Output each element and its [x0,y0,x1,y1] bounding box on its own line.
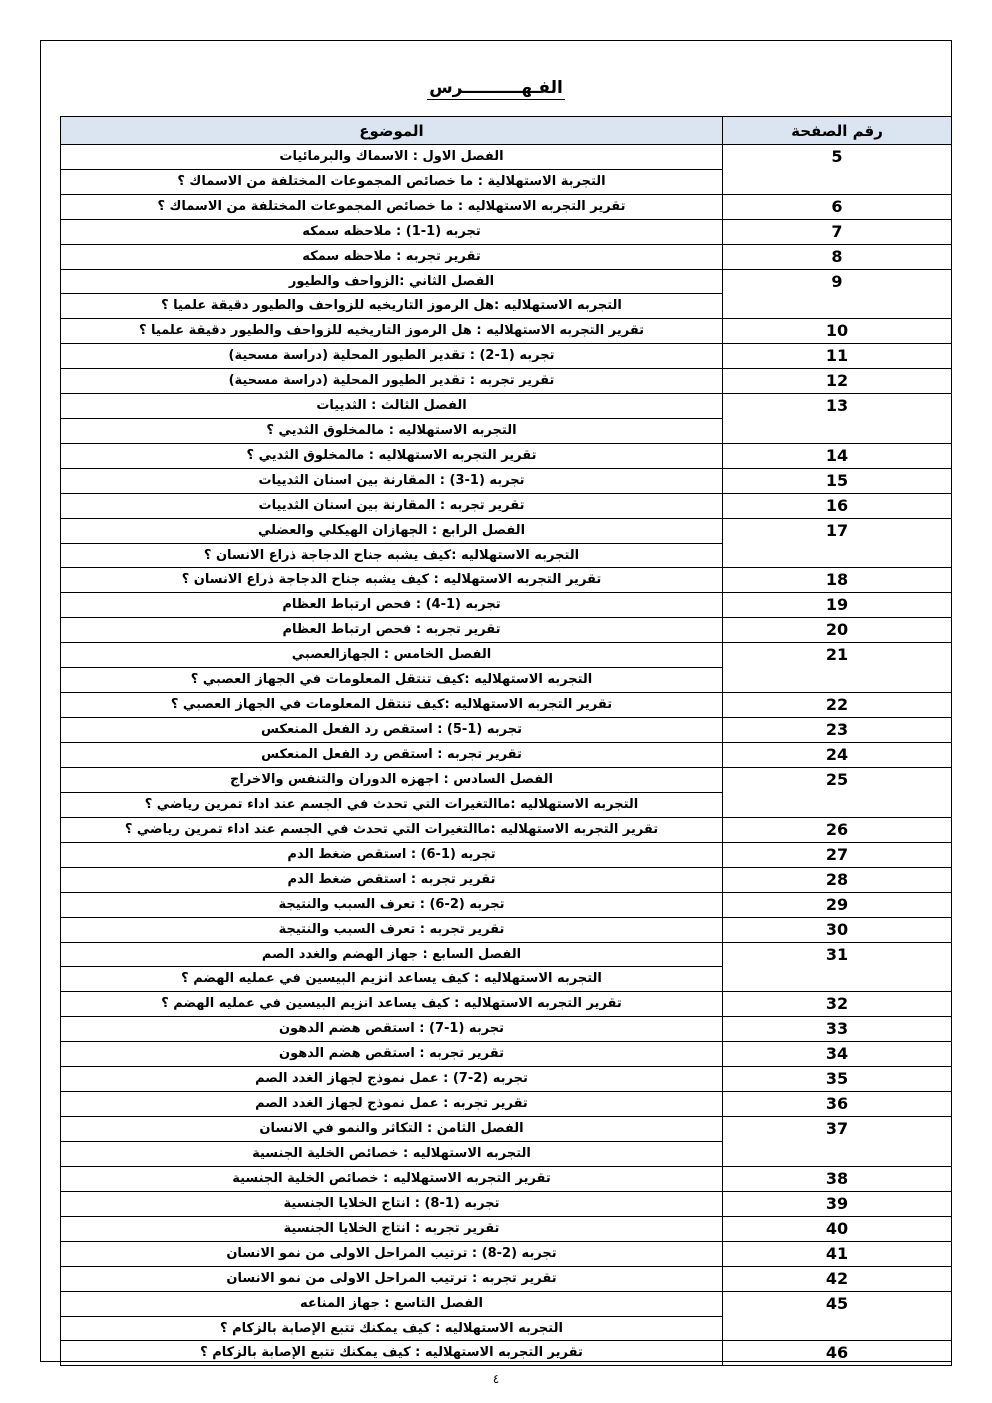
toc-entry-title: تجربه (1-5) : استقص رد الفعل المنعكس [261,721,522,737]
toc-entry-title: تجربه (1-3) : المقارنة بين اسنان الثدييات [258,472,525,488]
toc-page-number: 36 [723,1092,952,1117]
toc-entry-title: تجربه (2-8) : ترتيب المراحل الاولى من نمو الانسان [226,1245,557,1261]
toc-entry-title: تقرير التجربه الاستهلاليه : كيف يمكنك تتبع الإصابة بالزكام ؟ [200,1345,583,1361]
toc-entry-subtitle: التجربه الاستهلاليه : مالمخلوق الثديي ؟ [61,418,722,443]
toc-topic-cell [61,369,723,394]
header-page-number: رقم الصفحة [723,117,952,145]
toc-entry-title: تقرير التجربه الاستهلاليه :ماالتغيرات التي تحدث في الجسم عند اداء تمرين رياضي ؟ [124,821,659,837]
toc-row [61,942,952,992]
toc-entry-title: الفصل التاسع : جهاز المناعه [300,1295,483,1311]
toc-row [61,145,952,195]
toc-entry-subtitle: التجربه الاستهلاليه :هل الرموز التاريخيه للزواحف والطيور دقيقة علميا ؟ [61,293,722,318]
toc-page-number: 37 [723,1117,952,1167]
toc-topic-cell [61,394,723,444]
toc-entry-title: تقرير التجربه الاستهلاليه : كيف يشبه جناح الدجاجة ذراع الانسان ؟ [181,572,602,588]
toc-page-number: 5 [723,145,952,195]
toc-page-number: 38 [723,1166,952,1191]
toc-topic-cell [61,1341,723,1366]
toc-topic-cell [61,219,723,244]
toc-row [61,717,952,742]
toc-row [61,518,952,568]
toc-row [61,1241,952,1266]
toc-topic-cell [61,692,723,717]
toc-page-number: 28 [723,867,952,892]
toc-row [61,369,952,394]
toc-topic-cell [61,992,723,1017]
toc-page-number: 18 [723,568,952,593]
toc-page-number: 29 [723,892,952,917]
toc-topic-cell [61,1216,723,1241]
toc-topic-cell [61,767,723,817]
toc-topic-cell [61,1092,723,1117]
toc-entry-title: تجربه (1-4) : فحص ارتباط العظام [282,597,501,613]
toc-row [61,468,952,493]
toc-topic-cell [61,842,723,867]
footer-page-number: ٤ [492,1372,500,1386]
toc-entry-title: الفصل السابع : جهاز الهضم والغدد الصم [261,946,522,962]
toc-page-number: 26 [723,817,952,842]
toc-row [61,1117,952,1167]
toc-row [61,319,952,344]
toc-entry-title: تقرير تجربه : استقص رد الفعل المنعكس [261,746,522,762]
toc-entry-title: الفصل الاول : الاسماك والبرمائيات [279,149,504,164]
toc-topic-cell [61,1042,723,1067]
toc-row [61,1017,952,1042]
toc-entry-title: تقرير تجربه : انتاج الخلايا الجنسية [283,1220,500,1236]
toc-entry-subtitle: التجربه الاستهلاليه :كيف تنتقل المعلومات في الجهاز العصبي ؟ [61,667,722,692]
toc-topic-cell [61,518,723,568]
toc-topic-cell [61,244,723,269]
toc-page-number: 40 [723,1216,952,1241]
toc-topic-cell [61,468,723,493]
toc-row [61,1266,952,1291]
toc-row [61,742,952,767]
toc-entry-title: تقرير تجربه : تعرف السبب والنتيجة [278,921,505,937]
toc-topic-cell [61,1241,723,1266]
toc-page-number: 17 [723,518,952,568]
toc-page-number: 12 [723,369,952,394]
toc-topic-cell [61,269,723,319]
toc-topic-cell [61,867,723,892]
toc-entry-title: الفصل الثالث : الثدييات [316,398,467,414]
toc-topic-cell [61,942,723,992]
toc-entry-title: الفصل الثاني :الزواحف والطيور [288,273,495,289]
toc-row [61,1166,952,1191]
toc-row [61,493,952,518]
toc-row [61,443,952,468]
toc-topic-cell [61,892,723,917]
toc-entry-title: تقرير التجربه الاستهلاليه : مالمخلوق الثديي ؟ [246,447,537,463]
toc-entry-title: تقرير تجربه : فحص ارتباط العظام [282,622,501,638]
toc-entry-title: تقرير تجربه : تقدير الطيور المحلية (دراسة مسحية) [228,373,555,389]
toc-entry-title: تقرير التجربه الاستهلاليه : كيف يساعد انزيم البيسين في عمليه الهضم ؟ [161,996,622,1012]
toc-topic-cell [61,1067,723,1092]
toc-topic-cell [61,319,723,344]
toc-row [61,917,952,942]
toc-topic-cell [61,1117,723,1167]
toc-entry-title: تقرير تجربه : ترتيب المراحل الاولى من نمو الانسان [226,1270,557,1286]
toc-topic-cell [61,618,723,643]
toc-row [61,992,952,1017]
toc-page-number: 42 [723,1266,952,1291]
toc-page-number: 23 [723,717,952,742]
toc-entry-title: تقرير التجربه الاستهلاليه : خصائص الخلية الجنسية [232,1170,551,1186]
toc-row [61,618,952,643]
toc-row [61,1092,952,1117]
toc-entry-title: تقرير تجربه : عمل نموذج لجهاز الغدد الصم [255,1096,528,1112]
toc-row [61,593,952,618]
toc-entry-title: تقرير تجربه : المقارنة بين اسنان الثدييات [258,497,525,513]
toc-topic-cell [61,344,723,369]
page-title: الفـهــــــــــرس [429,78,563,98]
toc-entry-title: الفصل الثامن : التكاثر والنمو في الانسان [259,1121,524,1137]
toc-row [61,643,952,693]
toc-page-number: 33 [723,1017,952,1042]
toc-entry-title: تجربه (1-6) : استقص ضغط الدم [287,846,496,862]
toc-page-number: 46 [723,1341,952,1366]
toc-row [61,244,952,269]
toc-row [61,842,952,867]
toc-page-number: 35 [723,1067,952,1092]
toc-entry-title: الفصل السادس : اجهزه الدوران والتنفس والاخراج [230,771,553,787]
toc-topic-cell [61,1266,723,1291]
toc-page-number: 22 [723,692,952,717]
toc-entry-title: تقرير التجربه الاستهلاليه :كيف تنتقل المعلومات في الجهاز العصبي ؟ [170,696,613,712]
toc-entry-subtitle: التجربه الاستهلاليه : كيف يساعد انزيم البيسين في عمليه الهضم ؟ [61,966,722,991]
toc-page-number: 45 [723,1291,952,1341]
toc-page-number: 20 [723,618,952,643]
toc-topic-cell [61,194,723,219]
toc-entry-subtitle: التجربه الاستهلاليه : خصائص الخلية الجنسية [61,1141,722,1166]
toc-page-number: 31 [723,942,952,992]
toc-topic-cell [61,742,723,767]
toc-page-number: 19 [723,593,952,618]
toc-page-number: 32 [723,992,952,1017]
toc-row [61,219,952,244]
header-topic: الموضوع [61,117,723,145]
toc-topic-cell [61,643,723,693]
toc-row [61,344,952,369]
toc-row [61,1291,952,1341]
toc-topic-cell [61,145,723,195]
toc-entry-title: تقرير التجربه الاستهلاليه : ما خصائص المجموعات المختلفة من الاسماك ؟ [157,198,626,214]
toc-page-number: 27 [723,842,952,867]
toc-entry-title: تقرير التجربه الاستهلاليه : هل الرموز التاريخيه للزواحف والطيور دقيقة علميا ؟ [138,323,645,339]
toc-row [61,1341,952,1366]
toc-topic-cell [61,493,723,518]
toc-page-number: 15 [723,468,952,493]
toc-entry-subtitle: التجربه الاستهلاليه :ماالتغيرات التي تحدث في الجسم عند اداء تمرين رياضي ؟ [61,792,722,817]
toc-page-number: 39 [723,1191,952,1216]
toc-topic-cell [61,443,723,468]
toc-page-number: 8 [723,244,952,269]
toc-page-number: 24 [723,742,952,767]
toc-row [61,1191,952,1216]
toc-table [60,116,952,1366]
toc-row [61,1067,952,1092]
toc-page-number: 10 [723,319,952,344]
toc-entry-title: الفصل الرابع : الجهازان الهيكلي والعضلي [257,522,526,538]
toc-page-number: 6 [723,194,952,219]
toc-row [61,1042,952,1067]
toc-entry-title: الفصل الخامس : الجهازالعصبي [291,647,492,663]
toc-row [61,269,952,319]
toc-page-number: 11 [723,344,952,369]
toc-row [61,892,952,917]
toc-topic-cell [61,1191,723,1216]
toc-row [61,194,952,219]
toc-entry-title: تقرير تجربه : استقص ضغط الدم [287,871,496,887]
toc-entry-subtitle: التجربة الاستهلالية : ما خصائص المجموعات المختلفة من الاسماك ؟ [61,169,722,194]
toc-page-number: 13 [723,394,952,444]
toc-page-number: 30 [723,917,952,942]
toc-page-number: 34 [723,1042,952,1067]
toc-page-number: 21 [723,643,952,693]
toc-header-row [61,117,952,145]
toc-entry-title: تجربه (1-2) : تقدير الطيور المحلية (دراسة مسحية) [228,348,555,364]
toc-topic-cell [61,568,723,593]
toc-topic-cell [61,1017,723,1042]
toc-topic-cell [61,593,723,618]
toc-entry-subtitle: التجربه الاستهلاليه : كيف يمكنك تتبع الإصابة بالزكام ؟ [61,1316,722,1341]
toc-page-number: 41 [723,1241,952,1266]
toc-topic-cell [61,817,723,842]
toc-page-number: 9 [723,269,952,319]
toc-entry-title: تجربه (1-8) : انتاج الخلايا الجنسية [283,1195,500,1211]
toc-page-number: 14 [723,443,952,468]
toc-entry-title: تجربه (1-7) : استقص هضم الدهون [278,1021,505,1037]
toc-entry-title: تجربه (1-1) : ملاحظه سمكه [302,223,481,239]
toc-row [61,394,952,444]
toc-topic-cell [61,1291,723,1341]
toc-page-number: 16 [723,493,952,518]
toc-row [61,1216,952,1241]
toc-topic-cell [61,917,723,942]
toc-entry-title: تقرير تجربه : ملاحظه سمكه [302,248,481,264]
toc-row [61,867,952,892]
toc-entry-title: تقرير تجربه : استقص هضم الدهون [279,1046,504,1062]
toc-row [61,817,952,842]
toc-row [61,767,952,817]
toc-entry-subtitle: التجربه الاستهلاليه :كيف يشبه جناح الدجاجة ذراع الانسان ؟ [61,543,722,568]
toc-topic-cell [61,717,723,742]
toc-entry-title: تجربه (2-7) : عمل نموذج لجهاز الغدد الصم [255,1071,528,1087]
toc-row [61,568,952,593]
toc-page-number: 7 [723,219,952,244]
toc-row [61,692,952,717]
toc-topic-cell [61,1166,723,1191]
toc-entry-title: تجربه (2-6) : تعرف السبب والنتيجة [278,896,505,912]
toc-page-number: 25 [723,767,952,817]
